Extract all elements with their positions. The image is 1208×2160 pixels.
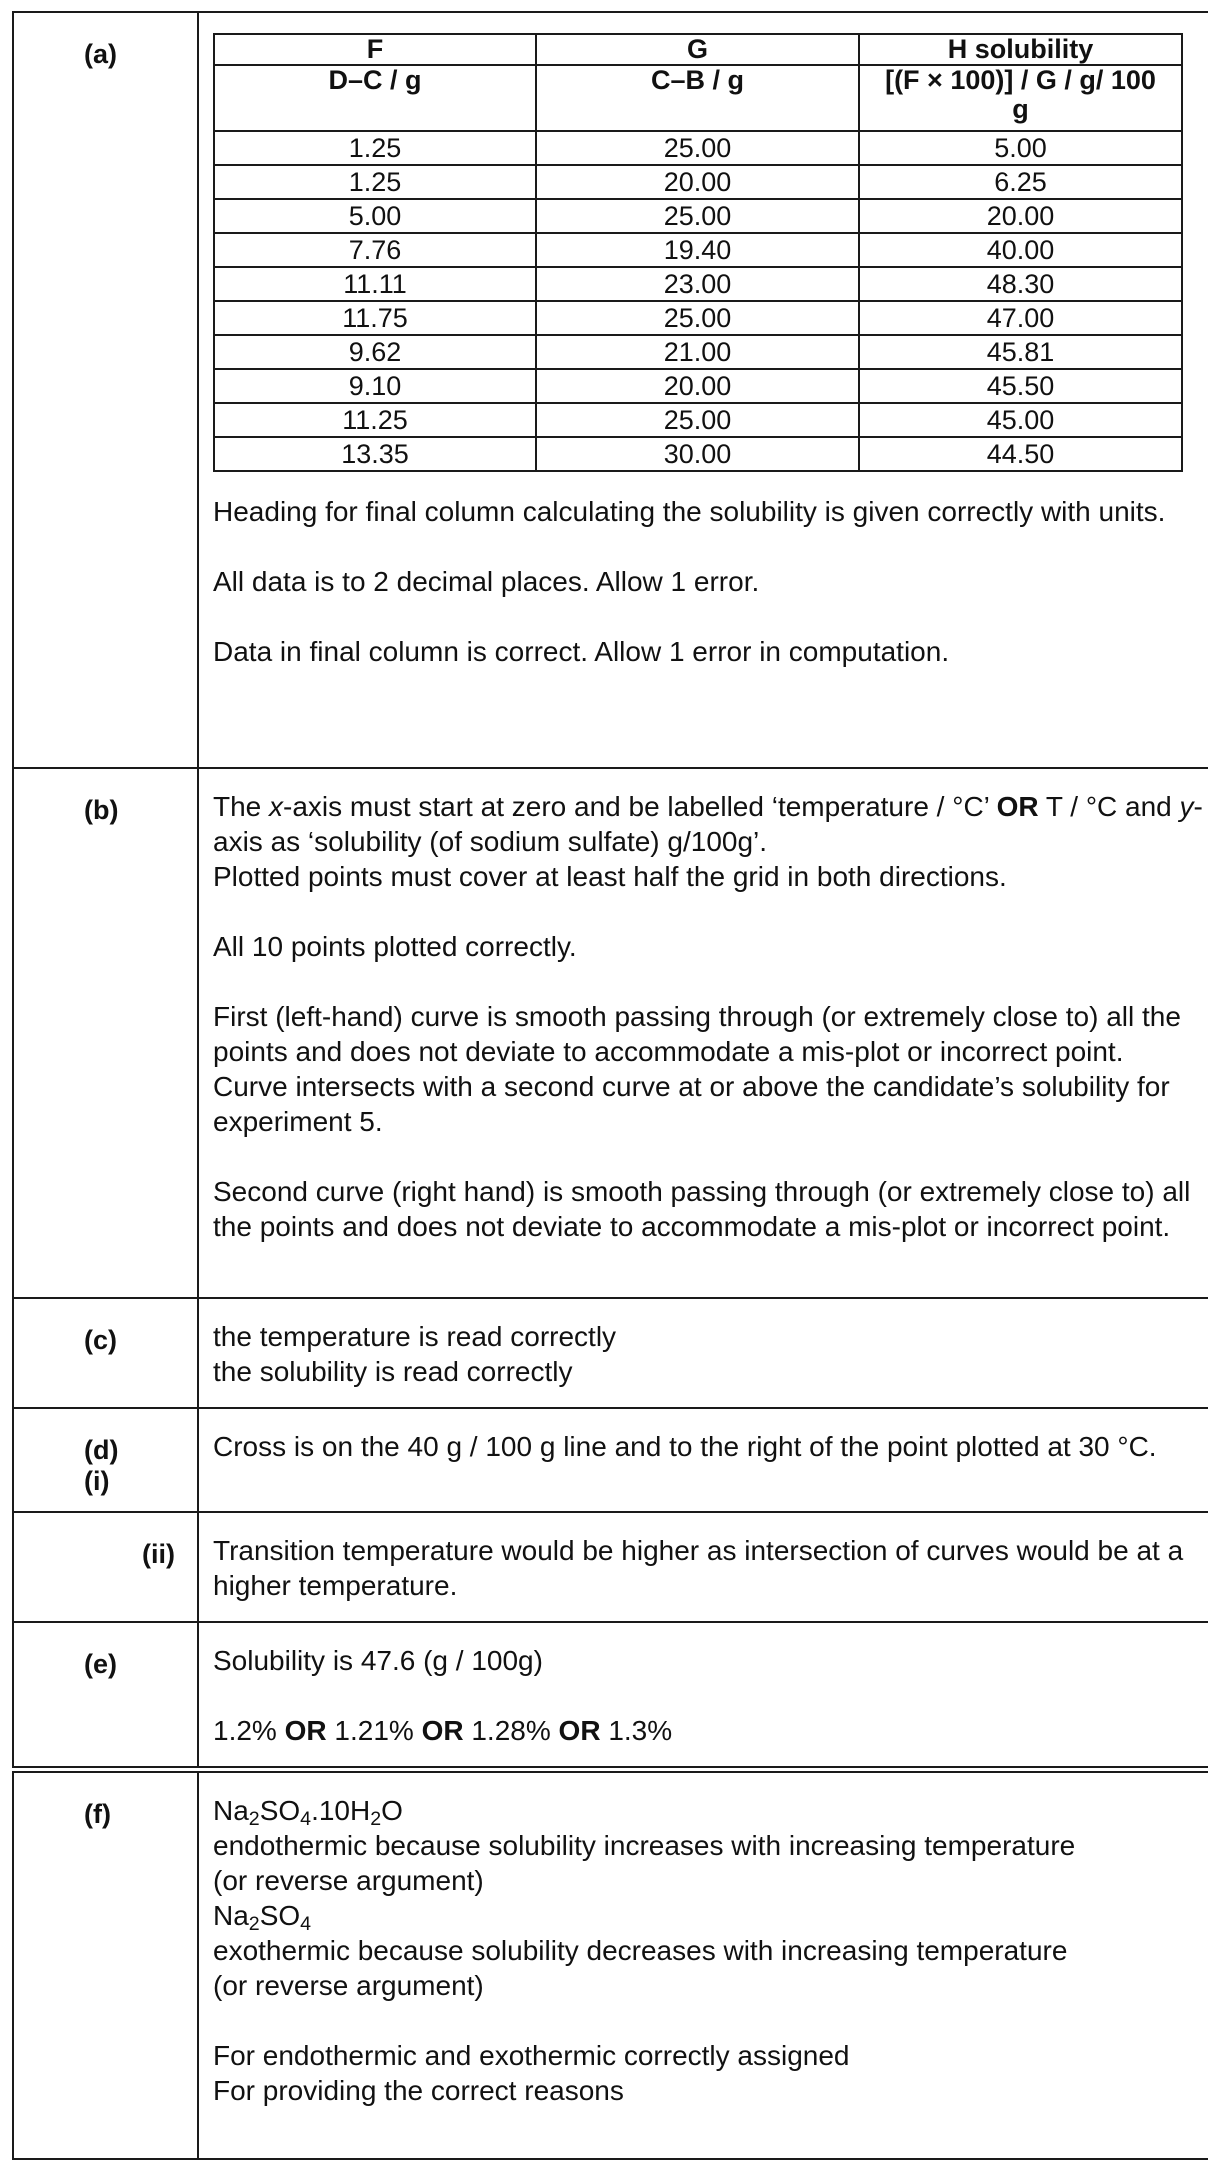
part-d-ii-row bbox=[13, 1512, 1208, 1622]
table-row bbox=[214, 131, 1182, 165]
table-cell: 48.30 bbox=[859, 267, 1182, 301]
cross-position: Cross is on the 40 g / 100 g line and to the right of the point plotted at 30 °C. bbox=[213, 1431, 1157, 1462]
table-cell: 25.00 bbox=[536, 301, 859, 335]
header-g: G C–B / g bbox=[536, 34, 859, 131]
part-b-label: (b) bbox=[84, 795, 119, 825]
header-f: F D–C / g bbox=[214, 34, 536, 131]
marking-points: For endothermic and exothermic correctly assigned For providing the correct reasons bbox=[213, 2040, 850, 2106]
table-row bbox=[214, 437, 1182, 471]
table-cell: 20.00 bbox=[859, 199, 1182, 233]
part-a-label: (a) bbox=[84, 39, 117, 69]
table-row bbox=[214, 335, 1182, 369]
table-cell: 1.25 bbox=[214, 131, 536, 165]
table-cell: 45.00 bbox=[859, 403, 1182, 437]
axis-requirements: The x-axis must start at zero and be labelled ‘temperature / °C’ OR T / °C and y-axis as ‘solubility (of sodium sulfate) g/100g’. Plotted points must cover at least half the grid in both directions. bbox=[213, 791, 1203, 892]
solubility-value: Solubility is 47.6 (g / 100g) bbox=[213, 1645, 543, 1676]
table-cell: 5.00 bbox=[214, 199, 536, 233]
table-row bbox=[214, 267, 1182, 301]
table-row bbox=[214, 369, 1182, 403]
table-cell: 45.81 bbox=[859, 335, 1182, 369]
table-cell: 20.00 bbox=[536, 369, 859, 403]
table-cell: 25.00 bbox=[536, 199, 859, 233]
table-cell: 21.00 bbox=[536, 335, 859, 369]
percentage-answers: 1.2% OR 1.21% OR 1.28% OR 1.3% bbox=[213, 1715, 673, 1746]
note-heading: Heading for final column calculating the solubility is given correctly with units. bbox=[213, 496, 1166, 527]
table-cell: 5.00 bbox=[859, 131, 1182, 165]
solubility-data-table bbox=[213, 33, 1183, 472]
table-cell: 9.62 bbox=[214, 335, 536, 369]
table-row bbox=[214, 165, 1182, 199]
table-row bbox=[214, 233, 1182, 267]
transition-temperature: Transition temperature would be higher as intersection of curves would be at a higher temperature. bbox=[213, 1535, 1184, 1601]
formula-hydrate: $Na_2SO_4.10H_2O$ bbox=[213, 1795, 403, 1830]
part-e-label: (e) bbox=[84, 1649, 117, 1679]
mark-scheme-table bbox=[12, 11, 1208, 1768]
first-curve: First (left-hand) curve is smooth passing through (or extremely close to) all the points and does not deviate to accommodate a mis-plot or incorrect point. Curve intersects with a second curve at or above the candidate’s solubility for experiment 5. bbox=[213, 1001, 1181, 1137]
table-row bbox=[214, 301, 1182, 335]
table-cell: 25.00 bbox=[536, 403, 859, 437]
table-header-row bbox=[214, 34, 1182, 131]
part-c-row bbox=[13, 1298, 1208, 1408]
table-cell: 20.00 bbox=[536, 165, 859, 199]
table-cell: 45.50 bbox=[859, 369, 1182, 403]
temperature-read: the temperature is read correctly the solubility is read correctly bbox=[213, 1321, 617, 1387]
note-final-column: Data in final column is correct. Allow 1 error in computation. bbox=[213, 636, 950, 667]
part-c-label: (c) bbox=[84, 1325, 117, 1355]
table-cell: 40.00 bbox=[859, 233, 1182, 267]
part-e-row bbox=[13, 1622, 1208, 1767]
table-cell: 13.35 bbox=[214, 437, 536, 471]
hydrate-section: $Na_2SO_4.10H_2O$ endothermic because solubility increases with increasing temperature (or reverse argument) $Na_2SO_4$ exothermic because solubility decreases with increasing temperature (or reverse argument) bbox=[213, 1795, 1076, 2001]
table-cell: 9.10 bbox=[214, 369, 536, 403]
table-cell: 11.11 bbox=[214, 267, 536, 301]
table-cell: 11.75 bbox=[214, 301, 536, 335]
table-cell: 47.00 bbox=[859, 301, 1182, 335]
formula-anhydrous: $Na_2SO_4$ bbox=[213, 1900, 312, 1935]
table-cell: 1.25 bbox=[214, 165, 536, 199]
table-row bbox=[214, 199, 1182, 233]
table-cell: 25.00 bbox=[536, 131, 859, 165]
part-f-row bbox=[13, 1772, 1208, 2160]
table-cell: 7.76 bbox=[214, 233, 536, 267]
part-d-ii-label: (ii) bbox=[142, 1539, 175, 1569]
header-h: H solubility [(F × 100)] / G / g/ 100 g bbox=[859, 34, 1182, 131]
part-d-i-row bbox=[13, 1408, 1208, 1512]
table-cell: 19.40 bbox=[536, 233, 859, 267]
second-curve: Second curve (right hand) is smooth passing through (or extremely close to) all the points and does not deviate to accommodate a mis-plot or incorrect point. bbox=[213, 1176, 1191, 1242]
table-row bbox=[214, 403, 1182, 437]
part-d-i-label: (i) bbox=[84, 1466, 110, 1496]
part-f-label: (f) bbox=[84, 1799, 111, 1829]
mark-scheme-table-f bbox=[12, 1771, 1208, 2160]
part-d-label: (d) bbox=[84, 1435, 119, 1465]
part-a-row bbox=[13, 12, 1208, 768]
points-plotted: All 10 points plotted correctly. bbox=[213, 931, 577, 962]
table-cell: 11.25 bbox=[214, 403, 536, 437]
note-decimal: All data is to 2 decimal places. Allow 1 error. bbox=[213, 566, 760, 597]
part-b-row bbox=[13, 768, 1208, 1298]
table-cell: 23.00 bbox=[536, 267, 859, 301]
table-cell: 6.25 bbox=[859, 165, 1182, 199]
table-cell: 44.50 bbox=[859, 437, 1182, 471]
table-cell: 30.00 bbox=[536, 437, 859, 471]
